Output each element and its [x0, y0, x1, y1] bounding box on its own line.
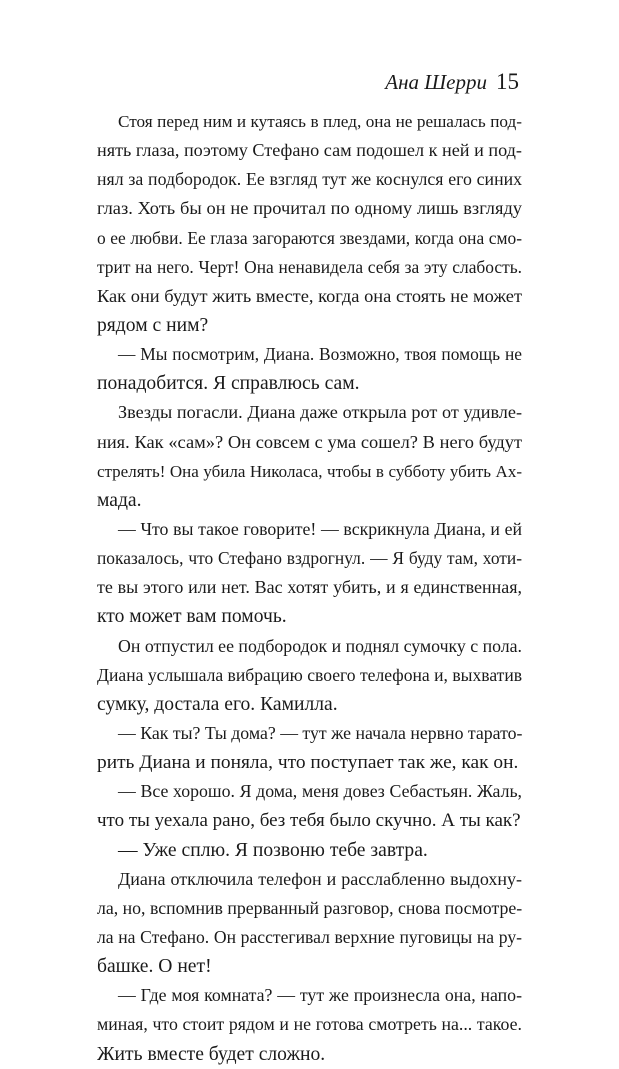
- text-line: — Уже сплю. Я позвоню тебе завтра.: [118, 839, 428, 861]
- text-line: те вы этого или нет. Вас хотят убить, и я единственная,: [97, 577, 522, 598]
- text-line: сумку, достала его. Камилла.: [97, 693, 338, 715]
- running-header: [385, 70, 519, 94]
- text-line: о ее любви. Ее глаза загораются звездами, когда она смо-: [97, 227, 522, 248]
- page-number: 15: [496, 69, 519, 94]
- text-line: нять глаза, поэтому Стефано сам подошел к ней и под-: [97, 140, 522, 161]
- text-line: Жить вместе будет сложно.: [97, 1043, 326, 1065]
- text-line: ния. Как «сам»? Он совсем с ума сошел? В него будут: [97, 431, 522, 452]
- text-line: что ты уехала рано, без тебя было скучно. А ты как?: [97, 810, 521, 832]
- text-line: — Мы посмотрим, Диана. Возможно, твоя помощь не: [118, 344, 522, 365]
- text-line: нял за подбородок. Ее взгляд тут же коснулся его синих: [97, 169, 522, 190]
- text-line: Как они будут жить вместе, когда она стоять не может: [97, 285, 522, 306]
- text-line: показалось, что Стефано вздрогнул. — Я буду там, хоти-: [97, 548, 522, 569]
- header-author: Ана Шерри: [385, 70, 487, 94]
- text-line: мада.: [97, 489, 142, 511]
- text-line: стрелять! Она убила Николаса, чтобы в субботу убить Ах-: [97, 461, 522, 481]
- text-line: — Где моя комната? — тут же произнесла она, напо-: [118, 985, 522, 1006]
- text-line: Стоя перед ним и кутаясь в плед, она не решалась под-: [118, 112, 522, 131]
- text-line: рядом с ним?: [97, 314, 209, 336]
- text-line: миная, что стоит рядом и не готова смотреть на... такое.: [97, 1014, 522, 1035]
- text-line: глаз. Хоть бы он не прочитал по одному лишь взгляду: [97, 198, 522, 219]
- text-line: — Как ты? Ты дома? — тут же начала нервно тарато-: [118, 722, 523, 743]
- text-line: Диана услышала вибрацию своего телефона и, выхватив: [97, 664, 523, 685]
- text-line: Диана отключила телефон и расслабленно выдохну-: [118, 868, 522, 889]
- text-line: трит на него. Черт! Она ненавидела себя за эту слабость.: [97, 256, 522, 277]
- text-line: — Все хорошо. Я дома, меня довез Себастьян. Жаль,: [118, 781, 522, 802]
- text-line: Звезды погасли. Диана даже открыла рот от удивле-: [118, 402, 522, 423]
- text-line: ла, но, вспомнив прерванный разговор, снова посмотре-: [97, 897, 523, 918]
- text-line: башке. О нет!: [97, 956, 212, 978]
- text-line: кто может вам помочь.: [97, 606, 287, 628]
- body-text: [97, 107, 522, 1069]
- text-line: ла на Стефано. Он расстегивал верхние пуговицы на ру-: [97, 926, 522, 947]
- text-line: Он отпустил ее подбородок и поднял сумочку с пола.: [118, 635, 522, 656]
- text-line: рить Диана и поняла, что поступает так же, как он.: [97, 752, 519, 774]
- text-line: — Что вы такое говорите! — вскрикнула Диана, и ей: [118, 518, 522, 539]
- text-line: понадобится. Я справлюсь сам.: [97, 373, 360, 395]
